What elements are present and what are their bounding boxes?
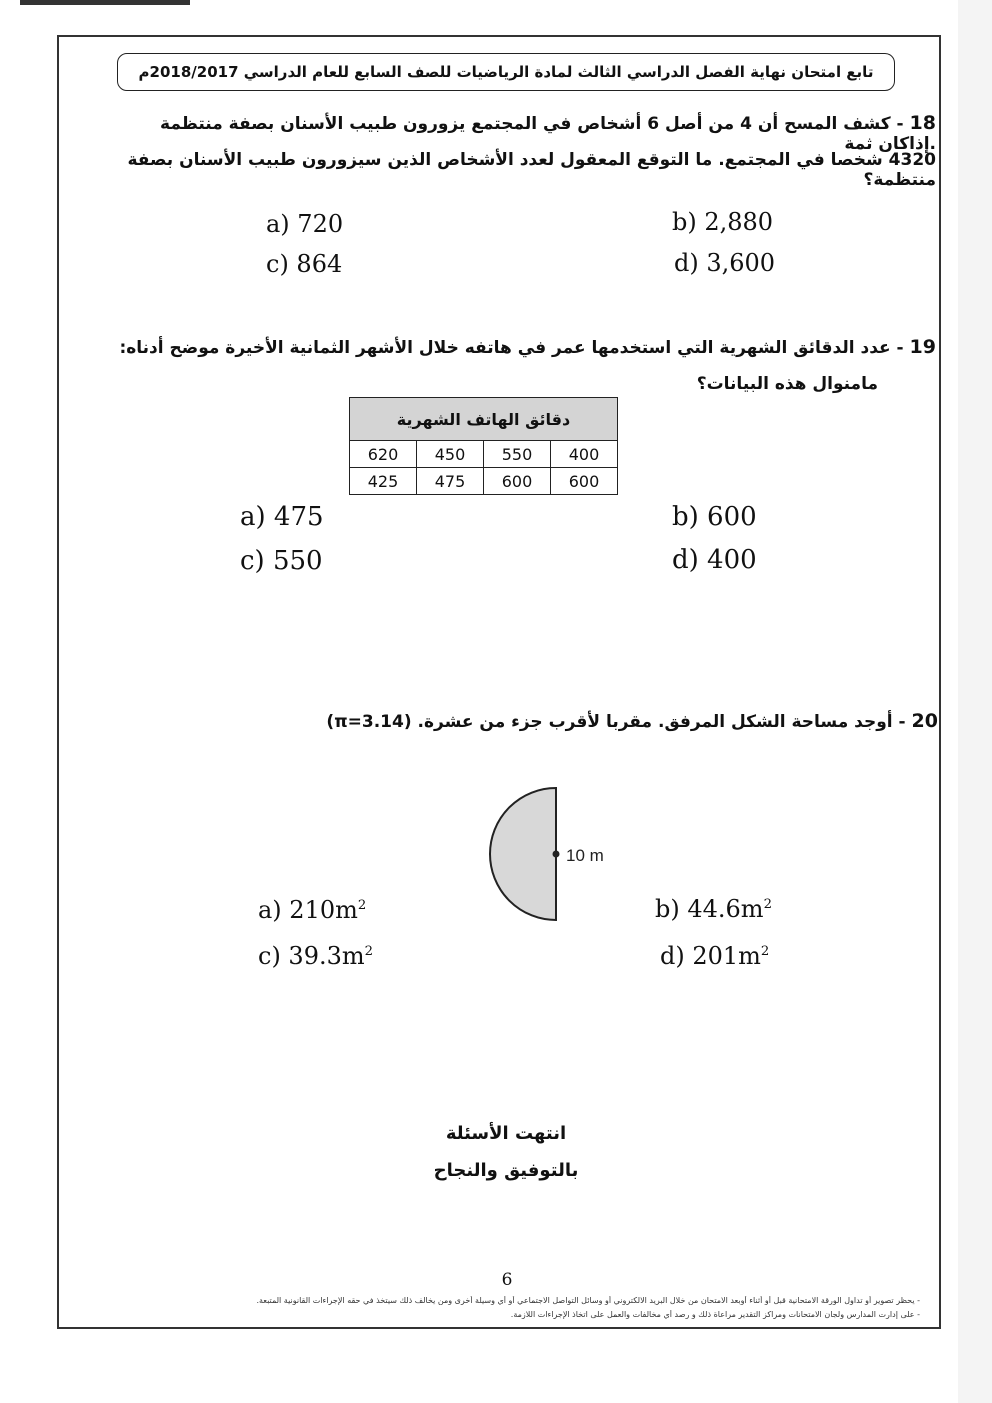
- question-text-line1: عدد الدقائق الشهرية التي استخدمها عمر في هاتفه خلال الأشهر الثمانية الأخيرة موضح أدناه:: [119, 338, 891, 358]
- option-a[interactable]: [258, 896, 366, 924]
- question-18: [110, 112, 936, 154]
- question-text: أوجد مساحة الشكل المرفق. مقربا لأقرب جزء من عشرة. (π=3.14): [326, 712, 893, 732]
- question-20: [300, 710, 938, 732]
- option-text: b) 44.6m: [655, 895, 764, 923]
- option-d[interactable]: d) 400: [672, 545, 757, 575]
- option-c[interactable]: c) 864: [266, 250, 343, 278]
- superscript: 2: [357, 898, 367, 913]
- question-number: 19: [909, 336, 936, 358]
- question-number: 18: [909, 112, 936, 134]
- phone-minutes-table: [349, 397, 618, 495]
- dash: -: [890, 114, 904, 134]
- option-b[interactable]: [655, 895, 772, 923]
- exam-header: تابع امتحان نهاية الفصل الدراسي الثالث لمادة الرياضيات للصف السابع للعام الدراسي 2018/2017م: [117, 53, 895, 91]
- dash: -: [892, 712, 906, 732]
- option-b[interactable]: b) 600: [672, 502, 757, 532]
- option-a[interactable]: a) 720: [266, 210, 344, 238]
- table-cell: 400: [551, 441, 618, 468]
- question-19: [110, 336, 936, 358]
- closing-line2: بالتوفيق والنجاح: [433, 1160, 579, 1181]
- option-a[interactable]: a) 475: [240, 502, 324, 532]
- semicircle-shape: [490, 788, 556, 920]
- footer-note-2: - على إدارت المدارس ولجان الامتحانات ومراكز التقدير مراعاة ذلك و رصد أي مخالفات والعمل على اتخاذ الإجراءات اللازمة.: [510, 1310, 920, 1319]
- table-cell: 550: [484, 441, 551, 468]
- question-number: 20: [911, 710, 938, 732]
- table-title: دقائق الهاتف الشهرية: [350, 398, 618, 441]
- table-cell: 475: [417, 468, 484, 495]
- table-cell: 425: [350, 468, 417, 495]
- scan-top-mark: [20, 0, 190, 5]
- footer-note-1: - يحظر تصوير أو تداول الورقة الامتحانية قبل أو أثناء أوبعد الامتحان من خلال البريد الالكتروني أو وسائل التواصل الاجتماعي أو أي وسيلة أخرى ومن يخالف ذلك سيتخذ في حقه الإجراءات القانونية المتبعة.: [256, 1296, 920, 1305]
- option-text: d) 201m: [660, 942, 761, 970]
- superscript: 2: [763, 897, 772, 912]
- semicircle-figure: [480, 780, 640, 930]
- question-18-line2: 4320 شخصا في المجتمع. ما التوقع المعقول لعدد الأشخاص الذين سيزورون طبيب الأسنان بصفة منتظمة؟: [127, 150, 936, 190]
- table-row: [350, 441, 618, 468]
- question-19-line2: مامنوال هذه البيانات؟: [696, 374, 878, 394]
- scan-margin: [958, 0, 992, 1403]
- superscript: 2: [364, 944, 374, 959]
- dash: -: [890, 338, 904, 358]
- option-b[interactable]: b) 2,880: [672, 208, 774, 236]
- option-d[interactable]: d) 3,600: [674, 249, 776, 277]
- option-c[interactable]: [258, 942, 373, 970]
- table-cell: 620: [350, 441, 417, 468]
- option-text: c) 39.3m: [258, 942, 365, 970]
- closing-line1: انتهت الأسئلة: [445, 1123, 567, 1144]
- center-point: [553, 851, 560, 858]
- option-d[interactable]: [660, 942, 769, 970]
- table-row: [350, 468, 618, 495]
- table-cell: 600: [484, 468, 551, 495]
- dimension-label: 10 m: [566, 846, 604, 865]
- option-c[interactable]: c) 550: [240, 546, 323, 576]
- page-number: 6: [501, 1270, 513, 1290]
- table-cell: 600: [551, 468, 618, 495]
- option-text: a) 210m: [258, 896, 358, 924]
- table-cell: 450: [417, 441, 484, 468]
- superscript: 2: [760, 944, 770, 959]
- question-text-line1: كشف المسح أن 4 من أصل 6 أشخاص في المجتمع يزورون طبيب الأسنان بصفة منتظمة .إذاكان ثمة: [160, 114, 936, 154]
